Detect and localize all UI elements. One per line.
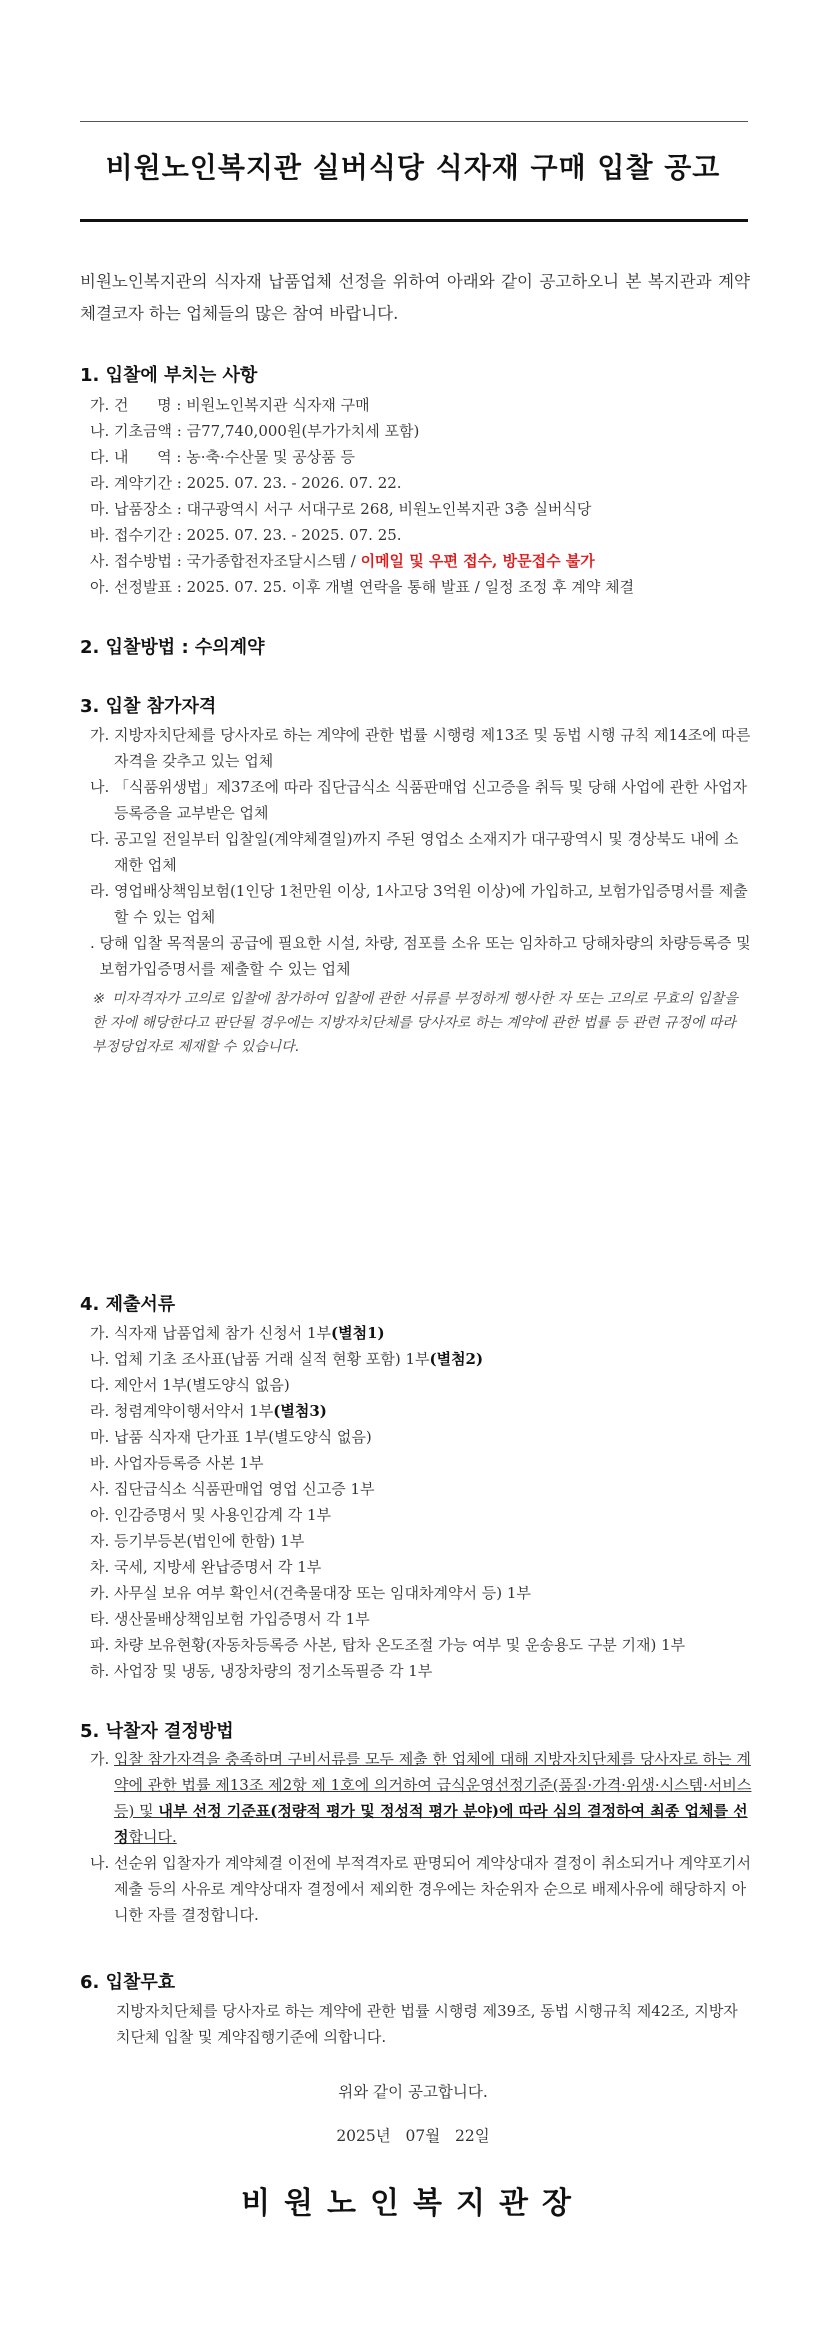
list-item: 가. 입찰 참가자격을 충족하며 구비서류를 모두 제출 한 업체에 대해 지방자치단체를 당사자로 하는 계약에 관한 법률 제13조 제2항 제 1호에 의거하여 급식운영선정기준(품질·가격·위생·시스템·서비스 등) 및 내부 선정 기준표(정량적 평가 및 정성적 평가 분야)에 따라 심의 결정하여 최종 업체를 선정합니다. (90, 1750, 752, 1846)
list-item: 사. 집단급식소 식품판매업 영업 신고증 1부 (90, 1480, 375, 1498)
list-item: 다. 제안서 1부(별도양식 없음) (90, 1376, 290, 1394)
list-item: 마. 납품 식자재 단가표 1부(별도양식 없음) (90, 1428, 372, 1446)
list-item: 가. 건 명 : 비원노인복지관 식자재 구매 (90, 396, 370, 414)
section-3-list (90, 722, 752, 982)
list-item: 나. 선순위 입찰자가 계약체결 이전에 부적격자로 판명되어 계약상대자 결정이 취소되거나 계약포기서 제출 등의 사유로 계약상대자 결정에서 제외한 경우에는 차순위자 순으로 배제사유에 해당하지 아니한 자를 결정합니다. (90, 1854, 752, 1924)
list-item: 차. 국세, 지방세 완납증명서 각 1부 (90, 1558, 322, 1576)
list-item: 자. 등기부등본(법인에 한함) 1부 (90, 1532, 305, 1550)
intro-paragraph: 비원노인복지관의 식자재 납품업체 선정을 위하여 아래와 같이 공고하오니 본 복지관과 계약 체결코자 하는 업체들의 많은 참여 바랍니다. (80, 272, 750, 323)
list-item: 바. 사업자등록증 사본 1부 (90, 1454, 264, 1472)
list-item: 파. 차량 보유현황(자동차등록증 사본, 탑차 온도조절 가능 여부 및 운송용도 구분 기재) 1부 (90, 1636, 686, 1654)
list-item: 아. 선정발표 : 2025. 07. 25. 이후 개별 연락을 통해 발표 / 일정 조정 후 계약 체결 (90, 578, 635, 596)
list-item: 나. 기초금액 : 금77,740,000원(부가가치세 포함) (90, 422, 420, 440)
section-1-heading: 1. 입찰에 부치는 사항 (80, 365, 258, 386)
list-item: 마. 납품장소 : 대구광역시 서구 서대구로 268, 비원노인복지관 3층 실버식당 (90, 500, 592, 518)
warning-text: 이메일 및 우편 접수, 방문접수 불가 (360, 552, 595, 570)
section-5-heading: 5. 낙찰자 결정방법 (80, 1721, 234, 1742)
list-item: . 당해 입찰 목적물의 공급에 필요한 시설, 차량, 점포를 소유 또는 임차하고 당해차량의 차량등록증 및 보험가입증명서를 제출할 수 있는 업체 (90, 934, 751, 978)
section-6-body: 지방자치단체를 당사자로 하는 계약에 관한 법률 시행령 제39조, 동법 시행규칙 제42조, 지방자치단체 입찰 및 계약집행기준에 의합니다. (116, 2002, 738, 2046)
section-3-heading: 3. 입찰 참가자격 (80, 696, 217, 717)
list-item: 다. 공고일 전일부터 입찰일(계약체결일)까지 주된 영업소 소재지가 대구광역시 및 경상북도 내에 소재한 업체 (90, 830, 739, 874)
list-item: 타. 생산물배상책임보험 가입증명서 각 1부 (90, 1610, 370, 1628)
title-divider (80, 219, 748, 222)
list-item: 나. 업체 기초 조사표(납품 거래 실적 현황 포함) 1부(별첨2) (90, 1350, 484, 1368)
signature: 비원노인복지관장 (241, 2186, 585, 2221)
section-2-heading: 2. 입찰방법 : 수의계약 (80, 637, 265, 658)
section-1-list (90, 392, 752, 600)
list-item: 가. 지방자치단체를 당사자로 하는 계약에 관한 법률 시행령 제13조 및 동법 시행 규칙 제14조에 따른 자격을 갖추고 있는 업체 (90, 726, 751, 770)
closing-statement: 위와 같이 공고합니다. (338, 2083, 488, 2101)
list-item: 카. 사무실 보유 여부 확인서(건축물대장 또는 임대차계약서 등) 1부 (90, 1584, 531, 1602)
list-item: 라. 청렴계약이행서약서 1부(별첨3) (90, 1402, 327, 1420)
page-title: 비원노인복지관 실버식당 식자재 구매 입찰 공고 (105, 151, 721, 184)
section-6-text (116, 1998, 752, 2050)
section-4-heading: 4. 제출서류 (80, 1294, 176, 1315)
list-item: 다. 내 역 : 농·축·수산물 및 공상품 등 (90, 448, 355, 466)
section-5-list (90, 1746, 752, 1928)
announcement-date: 2025년 07월 22일 (336, 2127, 490, 2145)
list-item: 바. 접수기간 : 2025. 07. 23. - 2025. 07. 25. (90, 526, 402, 544)
list-item: 아. 인감증명서 및 사용인감계 각 1부 (90, 1506, 332, 1524)
list-item: 하. 사업장 및 냉동, 냉장차량의 정기소독필증 각 1부 (90, 1662, 433, 1680)
top-divider (80, 121, 748, 122)
list-item: 가. 식자재 납품업체 참가 신청서 1부(별첨1) (90, 1324, 385, 1342)
section-4-list (90, 1320, 752, 1684)
note-text: 미자격자가 고의로 입찰에 참가하여 입찰에 관한 서류를 부정하게 행사한 자 또는 고의로 무효의 입찰을 한 자에 해당한다고 판단될 경우에는 지방자치단체를 당사자로 하는 계약에 관한 법률 등 관련 규정에 따라 부정당업자로 제재할 수 있습니다. (92, 991, 738, 1055)
list-item: 나. 「식품위생법」제37조에 따라 집단급식소 식품판매업 신고증을 취득 및 당해 사업에 관한 사업자등록증을 교부받은 업체 (90, 778, 747, 822)
section-6-heading: 6. 입찰무효 (80, 1972, 176, 1993)
list-item: 라. 영업배상책임보험(1인당 1천만원 이상, 1사고당 3억원 이상)에 가입하고, 보험가입증명서를 제출할 수 있는 업체 (90, 882, 748, 926)
list-item: 라. 계약기간 : 2025. 07. 23. - 2026. 07. 22. (90, 474, 402, 492)
list-item: 사. 접수방법 : 국가종합전자조달시스템 / 이메일 및 우편 접수, 방문접수 불가 (90, 552, 595, 570)
eligibility-note (92, 987, 752, 1059)
note-marker: ※ (92, 991, 104, 1007)
